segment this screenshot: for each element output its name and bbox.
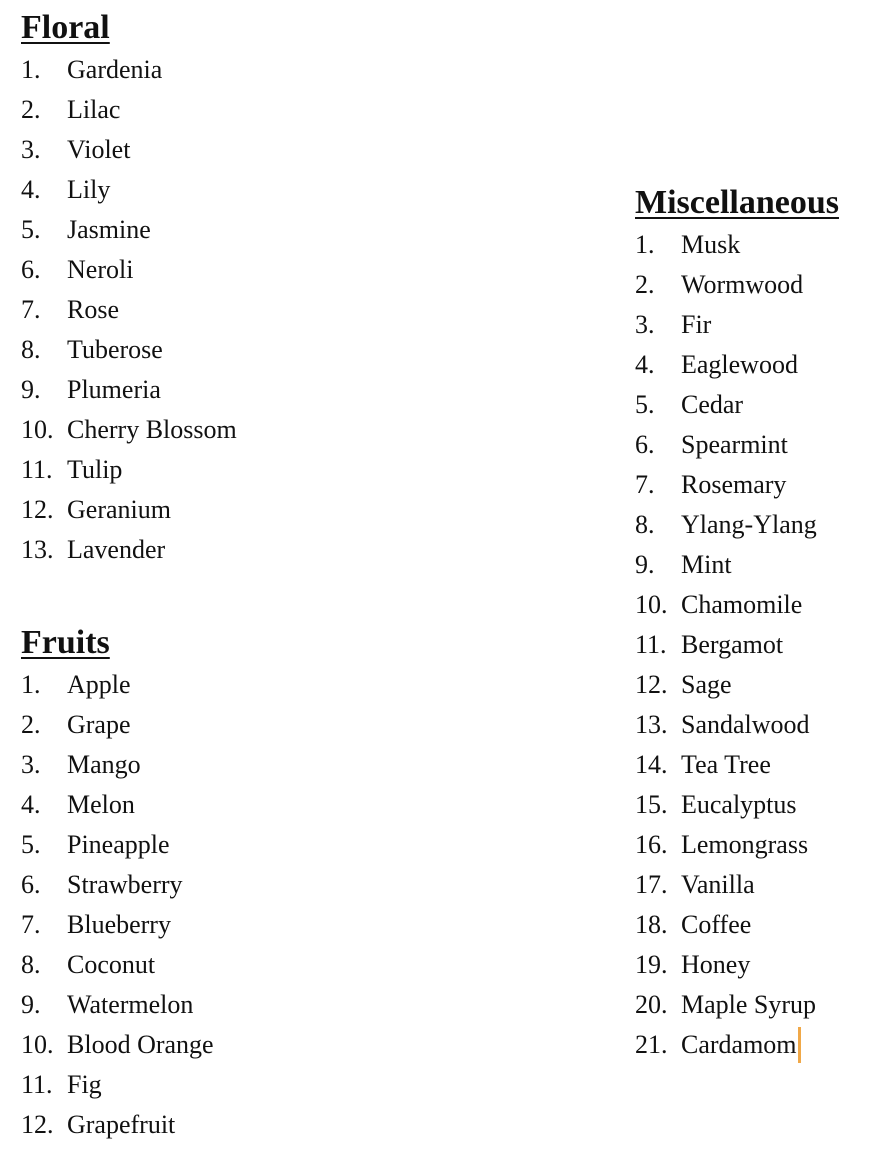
- list-item-number: 19.: [635, 950, 668, 979]
- list-item-label: Grape: [67, 710, 131, 739]
- miscellaneous-list-item: [635, 465, 839, 505]
- miscellaneous-list-item: [635, 385, 839, 425]
- list-item-number: 11.: [635, 630, 667, 659]
- list-item-label: Tuberose: [67, 335, 163, 364]
- floral-list-item: [21, 410, 237, 450]
- floral-list: [21, 50, 237, 570]
- list-item-number: 15.: [635, 790, 668, 819]
- miscellaneous-list-item: [635, 945, 839, 985]
- miscellaneous-list-item: [635, 305, 839, 345]
- list-item-label: Mango: [67, 750, 141, 779]
- miscellaneous-list-item: [635, 705, 839, 745]
- list-item-number: 12.: [21, 1110, 54, 1139]
- list-item-label: Plumeria: [67, 375, 161, 404]
- list-item-number: 5.: [21, 830, 41, 859]
- list-item-number: 12.: [635, 670, 668, 699]
- list-item-number: 13.: [635, 710, 668, 739]
- list-item-number: 10.: [635, 590, 668, 619]
- list-item-number: 2.: [21, 710, 41, 739]
- list-item-label: Lily: [67, 175, 111, 204]
- fruits-list-item: [21, 785, 214, 825]
- list-item-label: Rose: [67, 295, 119, 324]
- floral-list-item: [21, 130, 237, 170]
- fruits-list-item: [21, 1025, 214, 1065]
- fruits-list-item: [21, 705, 214, 745]
- list-item-number: 9.: [21, 990, 41, 1019]
- miscellaneous-list-item: [635, 505, 839, 545]
- list-item-number: 4.: [635, 350, 655, 379]
- list-item-number: 18.: [635, 910, 668, 939]
- miscellaneous-list-item: [635, 345, 839, 385]
- floral-list-item: [21, 370, 237, 410]
- list-item-number: 4.: [21, 175, 41, 204]
- floral-list-item: [21, 490, 237, 530]
- list-item-number: 9.: [635, 550, 655, 579]
- floral-list-item: [21, 210, 237, 250]
- list-item-label: Lemongrass: [681, 830, 809, 859]
- floral-list-item: [21, 170, 237, 210]
- list-item-label: Tea Tree: [681, 750, 771, 779]
- miscellaneous-list-item: [635, 665, 839, 705]
- list-item-label: Bergamot: [681, 630, 784, 659]
- floral-list-item: [21, 330, 237, 370]
- list-item-label: Cedar: [681, 390, 744, 419]
- list-item-number: 20.: [635, 990, 668, 1019]
- list-item-number: 7.: [21, 910, 41, 939]
- list-item-label: Wormwood: [681, 270, 804, 299]
- list-item-label: Apple: [67, 670, 131, 699]
- list-item-number: 3.: [21, 135, 41, 164]
- list-item-number: 2.: [21, 95, 41, 124]
- miscellaneous-list-item: [635, 745, 839, 785]
- list-item-label: Vanilla: [681, 870, 755, 899]
- list-item-label: Spearmint: [681, 430, 788, 459]
- miscellaneous-list-item: [635, 225, 839, 265]
- fruits-list-item: [21, 1065, 214, 1105]
- list-item-label: Ylang-Ylang: [681, 510, 817, 539]
- list-item-number: 11.: [21, 455, 53, 484]
- list-item-number: 3.: [635, 310, 655, 339]
- list-item-label: Eucalyptus: [681, 790, 797, 819]
- list-item-label: Honey: [681, 950, 751, 979]
- floral-section: [21, 8, 237, 570]
- miscellaneous-list-item: [635, 865, 839, 905]
- list-item-label: Fig: [67, 1070, 102, 1099]
- list-item-label: Violet: [67, 135, 131, 164]
- list-item-label: Tulip: [67, 455, 123, 484]
- list-item-label: Blood Orange: [67, 1030, 214, 1059]
- list-item-number: 6.: [21, 255, 41, 284]
- list-item-number: 7.: [21, 295, 41, 324]
- list-item-label: Rosemary: [681, 470, 787, 499]
- list-item-label: Melon: [67, 790, 135, 819]
- fruits-list-item: [21, 905, 214, 945]
- list-item-number: 13.: [21, 535, 54, 564]
- fruits-list-item: [21, 745, 214, 785]
- list-item-label: Fir: [681, 310, 712, 339]
- list-item-number: 2.: [635, 270, 655, 299]
- list-item-label: Musk: [681, 230, 741, 259]
- list-item-number: 6.: [635, 430, 655, 459]
- miscellaneous-list-item: [635, 785, 839, 825]
- floral-list-item: [21, 530, 237, 570]
- fruits-list-item: [21, 985, 214, 1025]
- list-item-number: 8.: [21, 335, 41, 364]
- miscellaneous-list-item: [635, 585, 839, 625]
- list-item-number: 3.: [21, 750, 41, 779]
- floral-list-item: [21, 290, 237, 330]
- list-item-number: 4.: [21, 790, 41, 819]
- list-item-label: Blueberry: [67, 910, 171, 939]
- fruits-list: [21, 665, 214, 1145]
- miscellaneous-list-item: [635, 905, 839, 945]
- list-item-number: 14.: [635, 750, 668, 779]
- list-item-label: Coffee: [681, 910, 752, 939]
- list-item-label: Maple Syrup: [681, 990, 817, 1019]
- floral-list-item: [21, 90, 237, 130]
- list-item-number: 5.: [21, 215, 41, 244]
- list-item-number: 8.: [635, 510, 655, 539]
- miscellaneous-list-item: [635, 265, 839, 305]
- list-item-number: 11.: [21, 1070, 53, 1099]
- miscellaneous-list-item: [635, 625, 839, 665]
- list-item-label: Neroli: [67, 255, 134, 284]
- list-item-number: 16.: [635, 830, 668, 859]
- fruits-list-item: [21, 945, 214, 985]
- list-item-label: Cherry Blossom: [67, 415, 237, 444]
- list-item-label: Coconut: [67, 950, 156, 979]
- list-item-label: Pineapple: [67, 830, 170, 859]
- fruits-list-item: [21, 865, 214, 905]
- fruits-section: [21, 623, 214, 1145]
- list-item-number: 7.: [635, 470, 655, 499]
- list-item-number: 10.: [21, 415, 54, 444]
- list-item-number: 6.: [21, 870, 41, 899]
- list-item-number: 17.: [635, 870, 668, 899]
- list-item-label: Eaglewood: [681, 350, 798, 379]
- miscellaneous-list: [635, 225, 839, 1065]
- floral-list-item: [21, 250, 237, 290]
- fruits-list-item: [21, 825, 214, 865]
- list-item-number: 1.: [635, 230, 655, 259]
- list-item-label: Strawberry: [67, 870, 183, 899]
- text-cursor: [798, 1027, 801, 1063]
- floral-list-item: [21, 450, 237, 490]
- miscellaneous-heading: Miscellaneous: [635, 184, 839, 221]
- miscellaneous-list-item: [635, 425, 839, 465]
- miscellaneous-list-item: [635, 1025, 839, 1065]
- floral-list-item: [21, 50, 237, 90]
- list-item-label: Lilac: [67, 95, 121, 124]
- list-item-number: 8.: [21, 950, 41, 979]
- list-item-label: Cardamom: [681, 1030, 797, 1059]
- list-item-number: 9.: [21, 375, 41, 404]
- miscellaneous-list-item: [635, 825, 839, 865]
- list-item-number: 1.: [21, 55, 41, 84]
- fruits-list-item: [21, 665, 214, 705]
- list-item-number: 10.: [21, 1030, 54, 1059]
- fruits-list-item: [21, 1105, 214, 1145]
- miscellaneous-section: [635, 183, 839, 1065]
- miscellaneous-list-item: [635, 545, 839, 585]
- list-item-number: 21.: [635, 1030, 668, 1059]
- list-item-label: Grapefruit: [67, 1110, 176, 1139]
- fruits-heading: Fruits: [21, 624, 110, 661]
- list-item-label: Jasmine: [67, 215, 151, 244]
- list-item-number: 5.: [635, 390, 655, 419]
- list-item-label: Gardenia: [67, 55, 163, 84]
- miscellaneous-list-item: [635, 985, 839, 1025]
- list-item-label: Geranium: [67, 495, 171, 524]
- list-item-number: 12.: [21, 495, 54, 524]
- list-item-label: Sandalwood: [681, 710, 810, 739]
- list-item-number: 1.: [21, 670, 41, 699]
- list-item-label: Lavender: [67, 535, 166, 564]
- floral-heading: Floral: [21, 9, 110, 46]
- list-item-label: Chamomile: [681, 590, 803, 619]
- list-item-label: Watermelon: [67, 990, 194, 1019]
- list-item-label: Mint: [681, 550, 732, 579]
- list-item-label: Sage: [681, 670, 732, 699]
